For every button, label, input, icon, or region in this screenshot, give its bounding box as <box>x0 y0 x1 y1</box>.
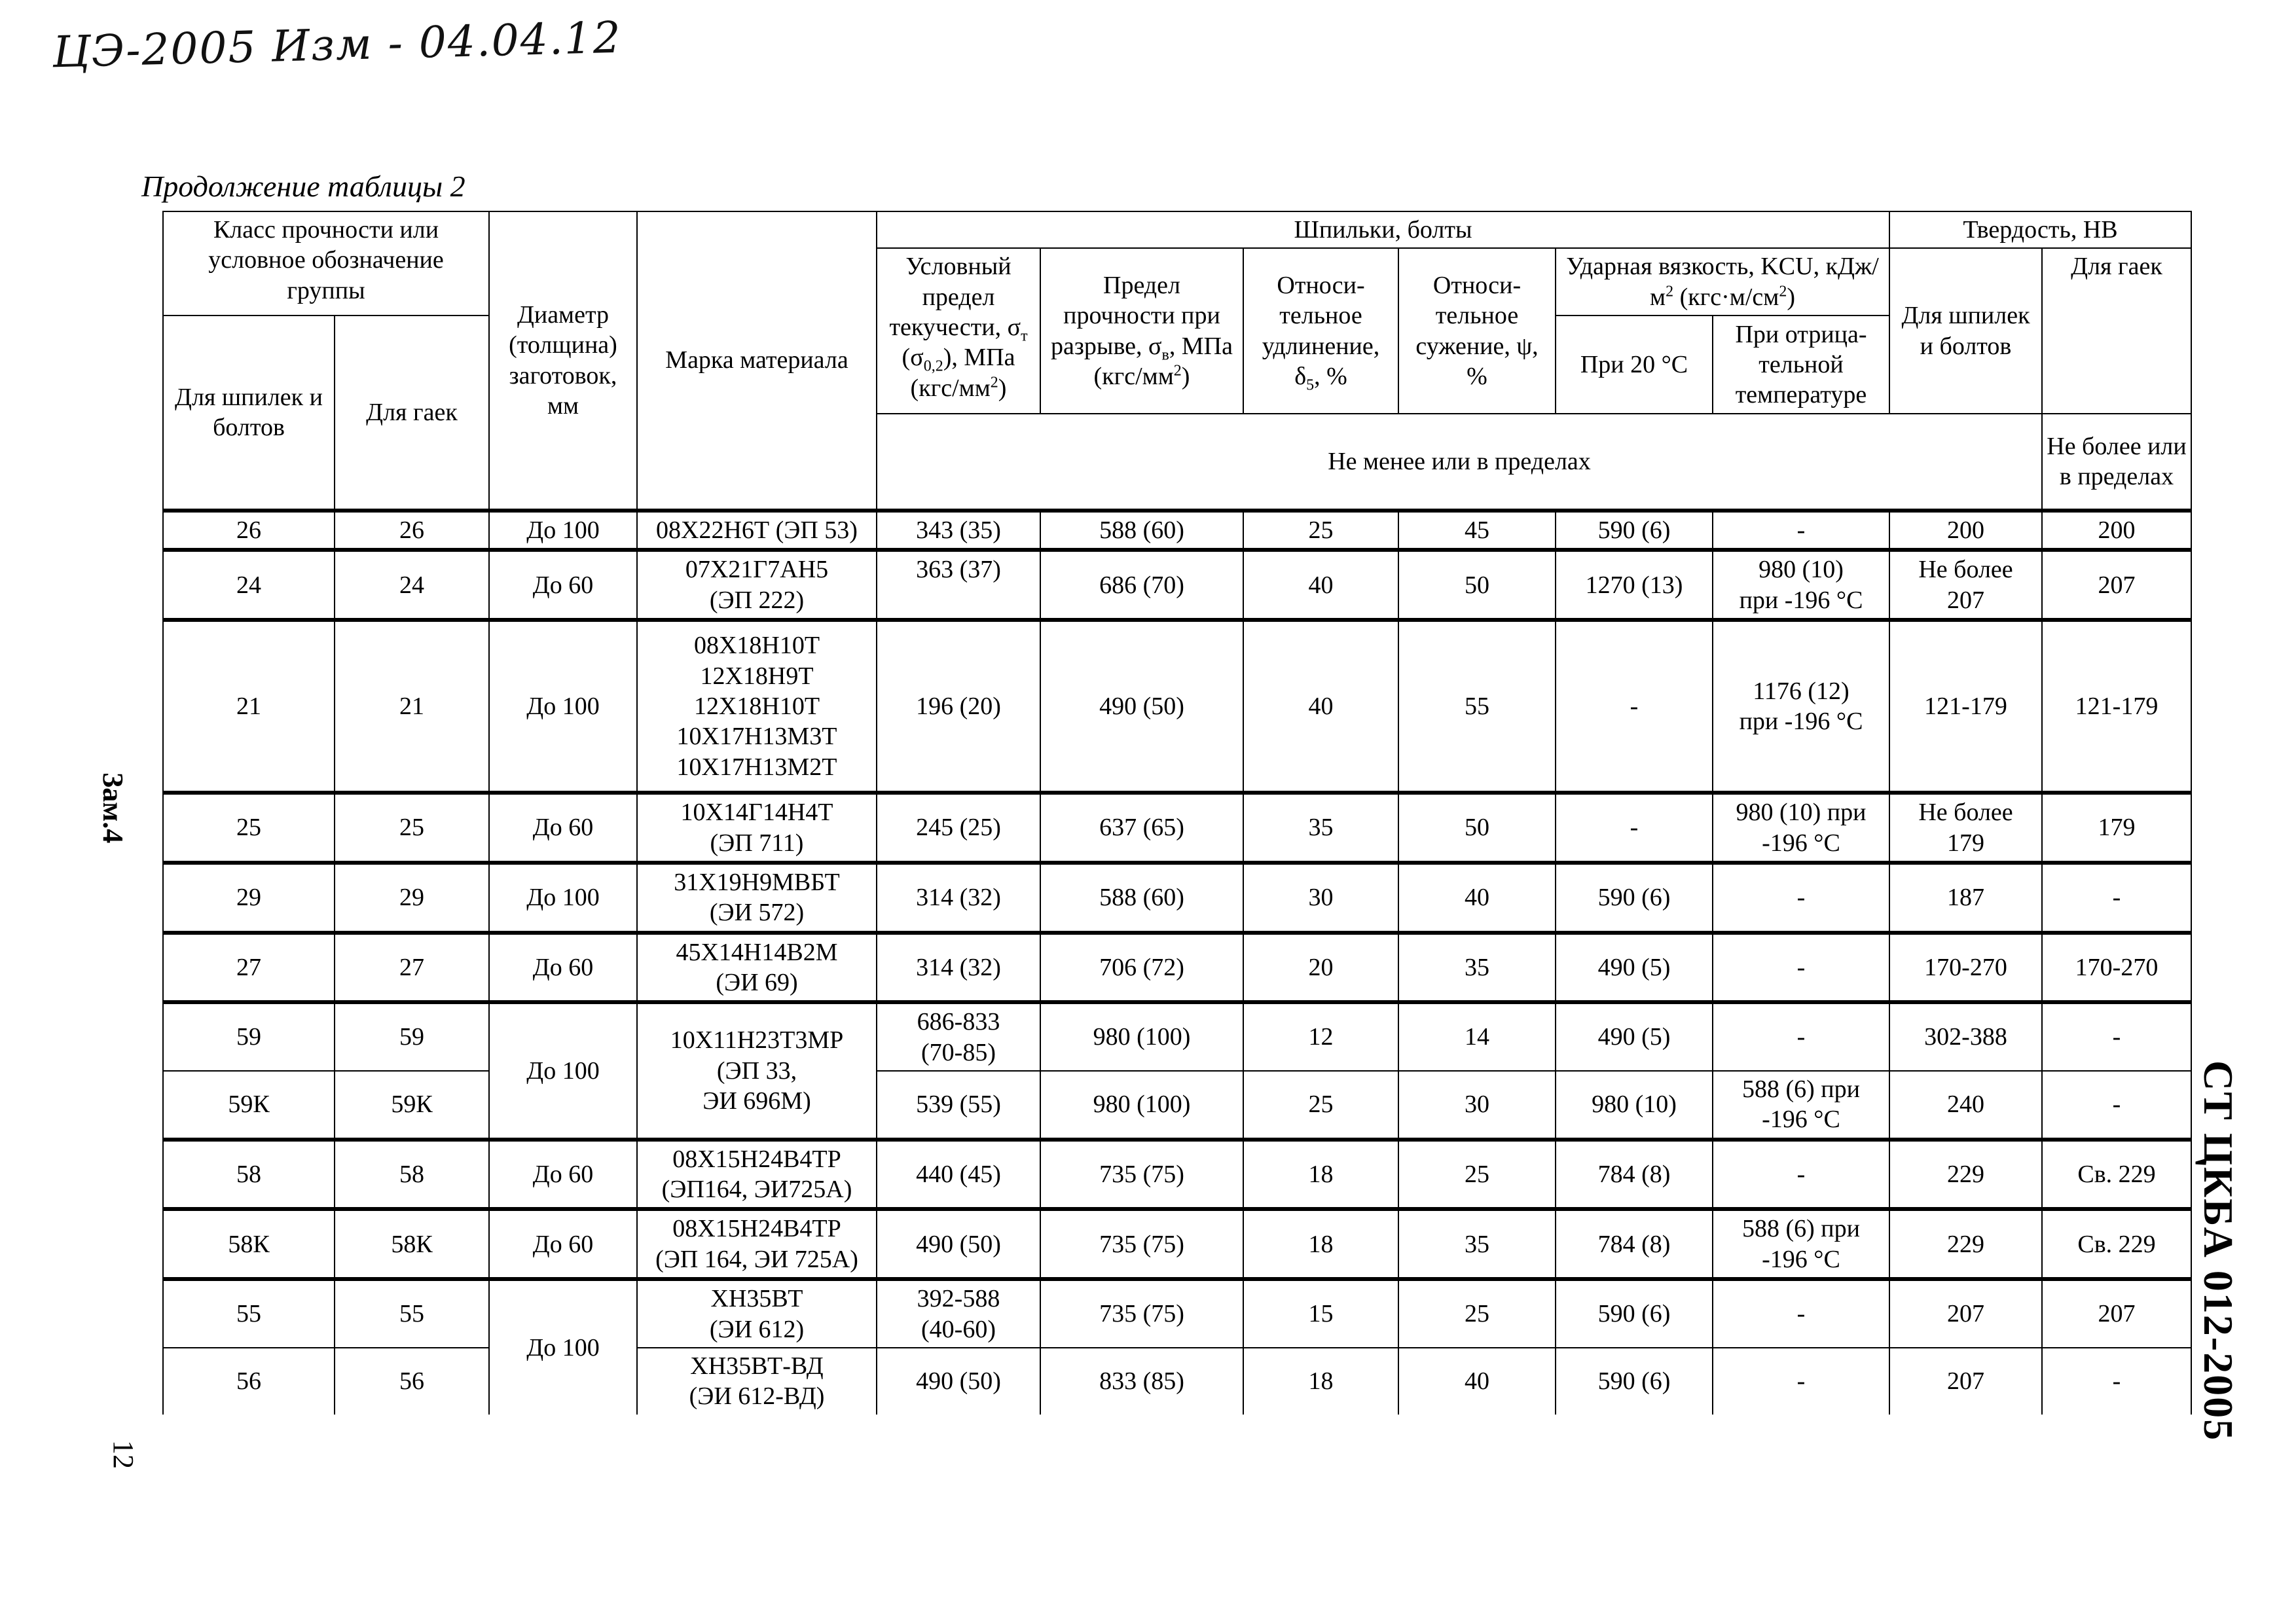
cell-tensile: 706 (72) <box>1040 933 1243 1003</box>
cell-diameter: До 60 <box>489 1209 637 1279</box>
cell-impact-20: 784 (8) <box>1556 1209 1713 1279</box>
table-row <box>163 793 2191 863</box>
table-row <box>163 863 2191 933</box>
cell-diameter: До 60 <box>489 550 637 620</box>
cell-reduction: 14 <box>1398 1002 1556 1071</box>
cell-impact-20: - <box>1556 620 1713 793</box>
cell-diameter: До 60 <box>489 933 637 1003</box>
cell-impact-20: 590 (6) <box>1556 1279 1713 1348</box>
cell-impact-negative: 980 (10) при -196 °С <box>1713 550 1889 620</box>
table-row <box>163 1348 2191 1415</box>
cell-class-nuts: 29 <box>335 863 489 933</box>
cell-impact-negative: - <box>1713 1002 1889 1071</box>
cell-hardness-studs: 170-270 <box>1889 933 2042 1003</box>
cell-hardness-studs: 121-179 <box>1889 620 2042 793</box>
cell-hardness-nuts: - <box>2042 1348 2191 1415</box>
properties-table <box>162 211 2192 1415</box>
cell-diameter: До 100 <box>489 863 637 933</box>
cell-impact-negative: - <box>1713 1140 1889 1210</box>
cell-impact-20: 590 (6) <box>1556 511 1713 550</box>
cell-reduction: 35 <box>1398 933 1556 1003</box>
cell-reduction: 55 <box>1398 620 1556 793</box>
cell-class-studs: 21 <box>163 620 335 793</box>
header-hardness: Твердость, НВ <box>1889 211 2191 248</box>
cell-class-nuts: 26 <box>335 511 489 550</box>
cell-tensile: 588 (60) <box>1040 511 1243 550</box>
cell-yield: 196 (20) <box>877 620 1040 793</box>
cell-class-nuts: 27 <box>335 933 489 1003</box>
cell-impact-negative: - <box>1713 1279 1889 1348</box>
cell-impact-20: 1270 (13) <box>1556 550 1713 620</box>
header-studs-bolts: Шпильки, болты <box>877 211 1889 248</box>
cell-elongation: 35 <box>1243 793 1398 863</box>
cell-impact-negative: - <box>1713 933 1889 1003</box>
cell-class-nuts: 56 <box>335 1348 489 1415</box>
cell-hardness-studs: 302-388 <box>1889 1002 2042 1071</box>
header-class-studs: Для шпилек и болтов <box>163 316 335 511</box>
cell-yield: 490 (50) <box>877 1348 1040 1415</box>
header-class-group: Класс прочности или условное обозначение группы <box>163 211 489 316</box>
cell-hardness-studs: 207 <box>1889 1279 2042 1348</box>
header-elongation: Относи-тельное удлинение, $\delta_5$, % <box>1243 248 1398 414</box>
table-row <box>163 1279 2191 1348</box>
cell-hardness-studs: 187 <box>1889 863 2042 933</box>
cell-yield: 314 (32) <box>877 863 1040 933</box>
table-row <box>163 1209 2191 1279</box>
cell-material: ХН35ВТ-ВД (ЭИ 612-ВД) <box>637 1348 877 1415</box>
cell-reduction: 30 <box>1398 1071 1556 1140</box>
cell-tensile: 833 (85) <box>1040 1348 1243 1415</box>
cell-yield: 245 (25) <box>877 793 1040 863</box>
cell-elongation: 40 <box>1243 550 1398 620</box>
cell-impact-20: 590 (6) <box>1556 1348 1713 1415</box>
cell-diameter: До 100 <box>489 1002 637 1139</box>
cell-class-studs: 56 <box>163 1348 335 1415</box>
cell-class-studs: 24 <box>163 550 335 620</box>
cell-class-studs: 25 <box>163 793 335 863</box>
header-hardness-studs: Для шпилек и болтов <box>1889 248 2042 414</box>
cell-impact-20: 980 (10) <box>1556 1071 1713 1140</box>
cell-impact-20: 784 (8) <box>1556 1140 1713 1210</box>
header-reduction: Относи-тельное сужение, ψ, % <box>1398 248 1556 414</box>
cell-impact-negative: - <box>1713 511 1889 550</box>
cell-hardness-nuts: 200 <box>2042 511 2191 550</box>
cell-tensile: 588 (60) <box>1040 863 1243 933</box>
cell-impact-negative: 588 (6) при -196 °С <box>1713 1071 1889 1140</box>
header-not-more: Не более или в пределах <box>2042 414 2191 511</box>
cell-material: 08Х22Н6Т (ЭП 53) <box>637 511 877 550</box>
header-impact-20: При 20 °С <box>1556 316 1713 414</box>
cell-class-studs: 26 <box>163 511 335 550</box>
header-tensile: Предел прочности при разрыве, $\sigma_в$, МПа $(кгс/мм^2)$ <box>1040 248 1243 414</box>
header-class-nuts: Для гаек <box>335 316 489 511</box>
cell-diameter: До 100 <box>489 1279 637 1414</box>
cell-material: 45Х14Н14В2М (ЭИ 69) <box>637 933 877 1003</box>
cell-reduction: 50 <box>1398 550 1556 620</box>
cell-elongation: 18 <box>1243 1348 1398 1415</box>
cell-class-studs: 55 <box>163 1279 335 1348</box>
cell-reduction: 40 <box>1398 863 1556 933</box>
cell-elongation: 18 <box>1243 1209 1398 1279</box>
table-row <box>163 511 2191 550</box>
table-row <box>163 1071 2191 1140</box>
cell-class-nuts: 55 <box>335 1279 489 1348</box>
cell-material: 10Х14Г14Н4Т (ЭП 711) <box>637 793 877 863</box>
cell-material: 10Х11Н23Т3МР (ЭП 33, ЭИ 696М) <box>637 1002 877 1139</box>
cell-class-nuts: 58К <box>335 1209 489 1279</box>
cell-yield: 686-833 (70-85) <box>877 1002 1040 1071</box>
cell-hardness-nuts: - <box>2042 863 2191 933</box>
cell-hardness-studs: 229 <box>1889 1140 2042 1210</box>
cell-hardness-nuts: 207 <box>2042 550 2191 620</box>
cell-class-nuts: 24 <box>335 550 489 620</box>
header-impact: Ударная вязкость, KCU, кДж/$м^2$ $(кгс\cdot м/см^2)$ <box>1556 248 1889 316</box>
cell-tensile: 637 (65) <box>1040 793 1243 863</box>
cell-impact-negative: - <box>1713 863 1889 933</box>
cell-impact-negative: 588 (6) при -196 °С <box>1713 1209 1889 1279</box>
cell-hardness-nuts: Св. 229 <box>2042 1140 2191 1210</box>
cell-class-studs: 59К <box>163 1071 335 1140</box>
header-impact-negative: При отрица-тельной температуре <box>1713 316 1889 414</box>
cell-impact-negative: 980 (10) при -196 °С <box>1713 793 1889 863</box>
cell-diameter: До 60 <box>489 793 637 863</box>
cell-tensile: 735 (75) <box>1040 1279 1243 1348</box>
cell-yield: 490 (50) <box>877 1209 1040 1279</box>
cell-yield: 392-588 (40-60) <box>877 1279 1040 1348</box>
cell-class-studs: 27 <box>163 933 335 1003</box>
cell-yield: 440 (45) <box>877 1140 1040 1210</box>
cell-material: 08Х15Н24В4ТР (ЭП 164, ЭИ 725А) <box>637 1209 877 1279</box>
cell-diameter: До 60 <box>489 1140 637 1210</box>
cell-class-nuts: 59К <box>335 1071 489 1140</box>
cell-hardness-studs: 240 <box>1889 1071 2042 1140</box>
cell-impact-negative: 1176 (12) при -196 °С <box>1713 620 1889 793</box>
cell-tensile: 980 (100) <box>1040 1071 1243 1140</box>
cell-diameter: До 100 <box>489 620 637 793</box>
cell-material: 08Х15Н24В4ТР (ЭП164, ЭИ725А) <box>637 1140 877 1210</box>
header-not-less: Не менее или в пределах <box>877 414 2042 511</box>
cell-reduction: 25 <box>1398 1140 1556 1210</box>
cell-tensile: 735 (75) <box>1040 1209 1243 1279</box>
cell-elongation: 30 <box>1243 863 1398 933</box>
header-yield: Условный предел текучести, $\sigma_т$ $(\sigma_{0,2})$, МПа $(кгс/мм^2)$ <box>877 248 1040 414</box>
table-row <box>163 550 2191 620</box>
cell-reduction: 40 <box>1398 1348 1556 1415</box>
cell-hardness-studs: 200 <box>1889 511 2042 550</box>
amendment-label: Зам.4 <box>97 772 129 844</box>
cell-impact-20: - <box>1556 793 1713 863</box>
cell-hardness-nuts: Св. 229 <box>2042 1209 2191 1279</box>
cell-class-nuts: 58 <box>335 1140 489 1210</box>
cell-yield: 314 (32) <box>877 933 1040 1003</box>
cell-class-studs: 59 <box>163 1002 335 1071</box>
cell-class-nuts: 59 <box>335 1002 489 1071</box>
header-diameter: Диаметр (толщина) заготовок, мм <box>489 211 637 511</box>
cell-elongation: 20 <box>1243 933 1398 1003</box>
cell-material: ХН35ВТ (ЭИ 612) <box>637 1279 877 1348</box>
table-row <box>163 620 2191 793</box>
cell-class-studs: 58К <box>163 1209 335 1279</box>
cell-reduction: 50 <box>1398 793 1556 863</box>
cell-impact-20: 490 (5) <box>1556 933 1713 1003</box>
cell-tensile: 980 (100) <box>1040 1002 1243 1071</box>
cell-material: 31Х19Н9МВБТ (ЭИ 572) <box>637 863 877 933</box>
cell-hardness-nuts: 170-270 <box>2042 933 2191 1003</box>
cell-hardness-nuts: 121-179 <box>2042 620 2191 793</box>
cell-elongation: 40 <box>1243 620 1398 793</box>
header-material: Марка материала <box>637 211 877 511</box>
cell-material: 08Х18Н10Т 12Х18Н9Т 12Х18Н10Т 10Х17Н13М3Т 10Х17Н13М2Т <box>637 620 877 793</box>
cell-class-studs: 29 <box>163 863 335 933</box>
cell-material: 07Х21Г7АН5 (ЭП 222) <box>637 550 877 620</box>
table-row <box>163 1140 2191 1210</box>
cell-elongation: 18 <box>1243 1140 1398 1210</box>
cell-reduction: 35 <box>1398 1209 1556 1279</box>
cell-hardness-studs: Не более 179 <box>1889 793 2042 863</box>
cell-elongation: 25 <box>1243 1071 1398 1140</box>
cell-reduction: 45 <box>1398 511 1556 550</box>
cell-hardness-nuts: - <box>2042 1071 2191 1140</box>
cell-elongation: 15 <box>1243 1279 1398 1348</box>
cell-class-nuts: 25 <box>335 793 489 863</box>
cell-yield: 363 (37) <box>877 550 1040 620</box>
cell-elongation: 25 <box>1243 511 1398 550</box>
cell-hardness-studs: Не более 207 <box>1889 550 2042 620</box>
handwritten-note: ЦЭ-2005 Изм - 04.04.12 <box>52 12 623 78</box>
cell-hardness-studs: 229 <box>1889 1209 2042 1279</box>
cell-diameter: До 100 <box>489 511 637 550</box>
cell-hardness-nuts: - <box>2042 1002 2191 1071</box>
cell-class-studs: 58 <box>163 1140 335 1210</box>
page-number: 12 <box>107 1440 139 1469</box>
cell-tensile: 490 (50) <box>1040 620 1243 793</box>
cell-hardness-nuts: 179 <box>2042 793 2191 863</box>
cell-impact-20: 490 (5) <box>1556 1002 1713 1071</box>
table-row <box>163 933 2191 1003</box>
cell-reduction: 25 <box>1398 1279 1556 1348</box>
table-caption: Продолжение таблицы 2 <box>141 170 465 203</box>
cell-yield: 539 (55) <box>877 1071 1040 1140</box>
cell-impact-negative: - <box>1713 1348 1889 1415</box>
cell-hardness-nuts: 207 <box>2042 1279 2191 1348</box>
header-hardness-nuts: Для гаек <box>2042 248 2191 414</box>
cell-impact-20: 590 (6) <box>1556 863 1713 933</box>
cell-hardness-studs: 207 <box>1889 1348 2042 1415</box>
cell-tensile: 735 (75) <box>1040 1140 1243 1210</box>
cell-yield: 343 (35) <box>877 511 1040 550</box>
cell-class-nuts: 21 <box>335 620 489 793</box>
standard-code: СТ ЦКБА 012-2005 <box>2195 1060 2242 1442</box>
table-row <box>163 1002 2191 1071</box>
cell-elongation: 12 <box>1243 1002 1398 1071</box>
cell-tensile: 686 (70) <box>1040 550 1243 620</box>
